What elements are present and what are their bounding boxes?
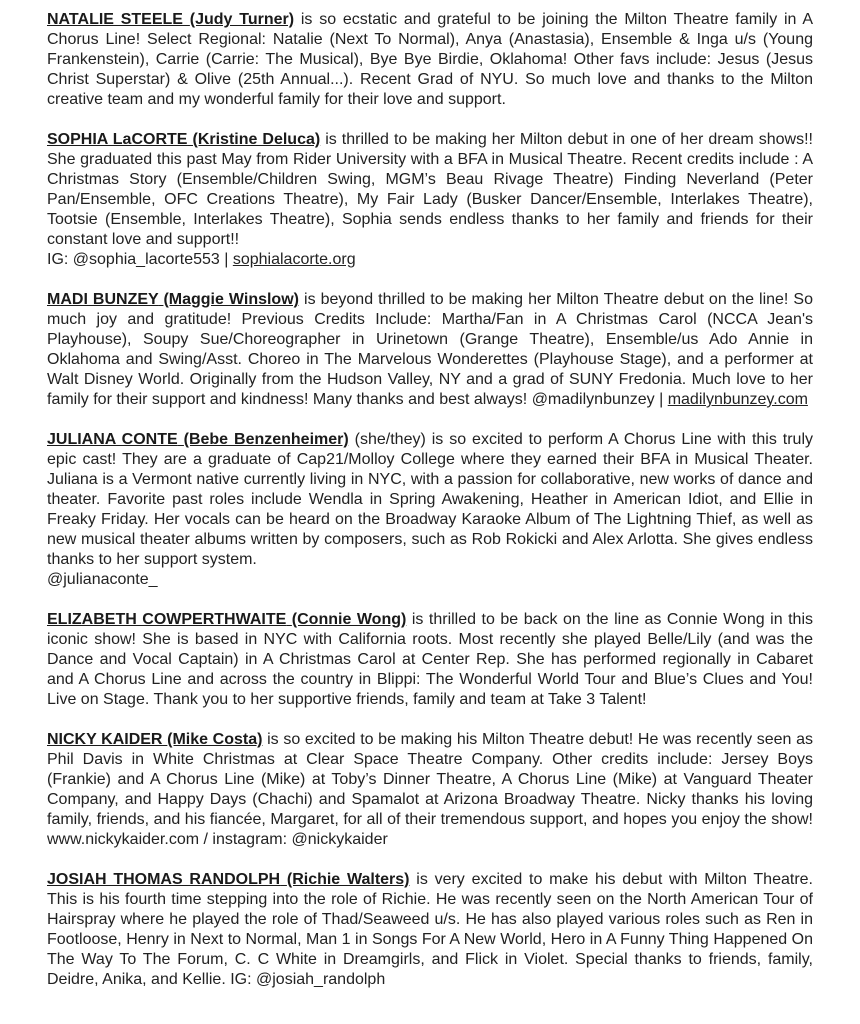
bio-madi-bunzey: [47, 290, 813, 410]
bio-heading: [47, 131, 320, 148]
bio-text: is beyond thrilled to be making her Milton Theatre debut on the line! So much joy and gratitude! Previous Credits Include: Martha/Fan in A Christmas Carol (NCCA Jean's Playhouse), Soupy Sue/Choreographer in Urinetown (Grange Theatre), Ensemble/us Ado Annie in Oklahoma and Swing/Asst. Choreo in The Marvelous Wonderettes (Playhouse Stage), and a performer at Walt Disney World. Originally from the Hudson Valley, NY and a grad of SUNY Fredonia. Much love to her family for their support and kindness! Many thanks and best always! @madilynbunzey |: [47, 291, 813, 408]
bio-heading: [47, 871, 410, 888]
bio-text: is so excited to be making his Milton Theatre debut! He was recently seen as Phil Davis in White Christmas at Clear Space Theatre Company. Other credits include: Jersey Boys (Frankie) and A Chorus Line (Mike) at Toby’s Dinner Theatre, A Chorus Line (Mike) at Vanguard Theater Company, and Happy Days (Chachi) and Spamalot at Arizona Broadway Theatre. Nicky thanks his loving family, friends, and his fiancée, Margaret, for all of their tremendous support, and hopes you enjoy the show! www.nickykaider.com / instagram: @nickykaider: [47, 731, 814, 848]
actor-name: JOSIAH THOMAS RANDOLPH: [47, 871, 281, 888]
bio-sophia-lacorte: [47, 130, 813, 270]
actor-name: NICKY KAIDER: [47, 731, 163, 748]
bio-text: is so ecstatic and grateful to be joining the Milton Theatre family in A Chorus Line! Select Regional: Natalie (Next To Normal), Anya (Anastasia), Ensemble & Inga u/s (Young Frankenstein), Carrie (Carrie: The Musical), Bye Bye Birdie, Oklahoma! Other favs include: Jesus (Jesus Christ Superstar) & Olive (25th Annual...). Recent Grad of NYU. So much love and thanks to the Milton creative team and my wonderful family for their love and support.: [47, 11, 814, 108]
bio-heading: [47, 431, 349, 448]
bio-text: is thrilled to be making her Milton debut in one of her dream shows!! She graduated this past May from Rider University with a BFA in Musical Theatre. Recent credits include : A Christmas Story (Ensemble/Children Swing, MGM’s Beau Rivage Theatre) Finding Neverland (Peter Pan/Ensemble, OFC Creations Theatre), My Fair Lady (Busker Dancer/Ensemble, Interlakes Theatre), Tootsie (Ensemble, Interlakes Theatre), Sophia sends endless thanks to her family and friends for their constant love and support!!: [47, 131, 813, 248]
character-name: (Judy Turner): [189, 11, 295, 28]
cast-bios-page: [47, 10, 813, 1010]
social-handle: @julianaconte_: [47, 571, 158, 588]
bio-nicky-kaider: [47, 730, 813, 850]
bio-natalie-steele: [47, 10, 813, 110]
character-name: (Mike Costa): [167, 731, 263, 748]
bio-juliana-conte: [47, 430, 813, 590]
social-line: [47, 250, 813, 270]
bio-josiah-thomas-randolph: [47, 870, 813, 990]
character-name: (Connie Wong): [291, 611, 407, 628]
character-name: (Maggie Winslow): [163, 291, 299, 308]
bio-heading: [47, 11, 294, 28]
social-handle: IG: @sophia_lacorte553 |: [47, 251, 233, 268]
bio-text: (she/they) is so excited to perform A Chorus Line with this truly epic cast! They are a graduate of Cap21/Molloy College where they earned their BFA in Musical Theater. Juliana is a Vermont native currently living in NYC, with a passion for collaborative, new works of dance and theater. Favorite past roles include Wendla in Spring Awakening, Heather in American Idiot, and Ellie in Freaky Friday. Her vocals can be heard on the Broadway Karaoke Album of The Lightning Thief, as well as new musical theater albums written by composers, such as Rob Rokicki and Alex Arlotta. She gives endless thanks to her support system.: [47, 431, 814, 568]
bio-heading: [47, 731, 262, 748]
actor-name: JULIANA CONTE: [47, 431, 178, 448]
actor-name: ELIZABETH COWPERTHWAITE: [47, 611, 287, 628]
actor-name: MADI BUNZEY: [47, 291, 159, 308]
bio-text: is thrilled to be back on the line as Connie Wong in this iconic show! She is based in NYC with California roots. Most recently she played Belle/Lily (and was the Dance and Vocal Captain) in A Christmas Carol at Center Rep. She has performed regionally in Cabaret and A Chorus Line and across the country in Blippi: The Wonderful World Tour and Blue’s Clues and You! Live on Stage. Thank you to her supportive friends, family and team at Take 3 Talent!: [47, 611, 813, 708]
actor-name: SOPHIA LaCORTE: [47, 131, 188, 148]
website-link[interactable]: madilynbunzey.com: [667, 391, 808, 408]
character-name: (Richie Walters): [286, 871, 410, 888]
character-name: (Kristine Deluca): [192, 131, 321, 148]
bio-heading: [47, 291, 299, 308]
character-name: (Bebe Benzenheimer): [183, 431, 349, 448]
actor-name: NATALIE STEELE: [47, 11, 183, 28]
bio-heading: [47, 611, 406, 628]
bio-elizabeth-cowperthwaite: [47, 610, 813, 710]
bio-text: is very excited to make his debut with Milton Theatre. This is his fourth time stepping into the role of Richie. He was recently seen on the North American Tour of Hairspray where he played the role of Thad/Seaweed u/s. He has also played various roles such as Ren in Footloose, Henry in Next to Normal, Man 1 in Songs For A New World, Hero in A Funny Thing Happened On The Way To The Forum, C. C White in Dreamgirls, and Flick in Violet. Special thanks to friends, family, Deidre, Anika, and Kellie. IG: @josiah_randolph: [47, 871, 813, 988]
website-link[interactable]: sophialacorte.org: [232, 251, 356, 268]
